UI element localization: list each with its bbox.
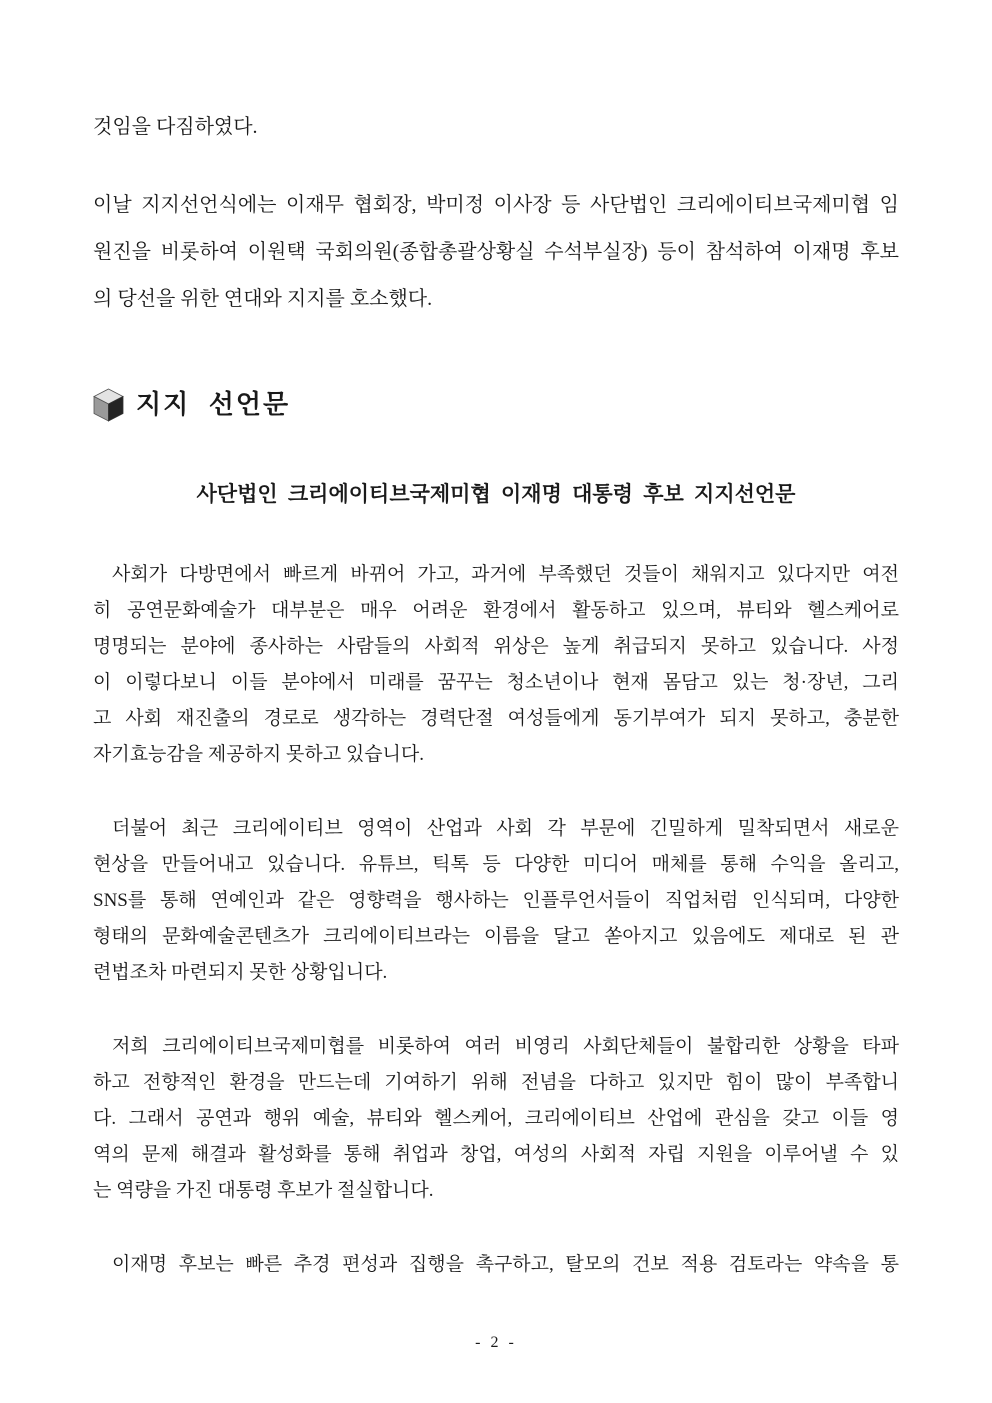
declaration-paragraph-4 — [93, 1247, 899, 1283]
text-line: 원진을 비롯하여 이원택 국회의원(종합총괄상황실 수석부실장) 등이 참석하여 이재명 후보 — [93, 241, 899, 263]
text-line: 고 사회 재진출의 경로로 생각하는 경력단절 여성들에게 동기부여가 되지 못하고, 충분한 — [93, 708, 899, 729]
declaration-paragraph-3 — [93, 1029, 899, 1209]
text-line: 련법조차 마련되지 못한 상황입니다. — [93, 962, 388, 983]
text-line: 하고 전향적인 환경을 만드는데 기여하기 위해 전념을 다하고 있지만 힘이 많이 부족합니 — [93, 1072, 899, 1093]
text-line: 이 이렇다보니 이들 분야에서 미래를 꿈꾸는 청소년이나 현재 몸담고 있는 청·장년, 그리 — [93, 672, 899, 693]
text-line: 저희 크리에이티브국제미협를 비롯하여 여러 비영리 사회단체들이 불합리한 상황을 타파 — [112, 1036, 899, 1057]
declaration-paragraph-2 — [93, 811, 899, 991]
text-line: 것임을 다짐하였다. — [93, 116, 258, 138]
text-line: 히 공연문화예술가 대부분은 매우 어려운 환경에서 활동하고 있으며, 뷰티와 헬스케어로 — [93, 600, 899, 621]
intro-paragraph-2 — [93, 182, 899, 323]
section-header — [93, 388, 899, 422]
text-line: 다. 그래서 공연과 행위 예술, 뷰티와 헬스케어, 크리에이티브 산업에 관심을 갖고 이들 영 — [93, 1108, 899, 1129]
cube-bullet-icon — [93, 388, 124, 422]
page-content — [93, 0, 899, 1283]
declaration-paragraph-1 — [93, 557, 899, 773]
text-line: 의 당선을 위한 연대와 지지를 호소했다. — [93, 288, 433, 310]
text-line: 현상을 만들어내고 있습니다. 유튜브, 틱톡 등 다양한 미디어 매체를 통해 수익을 올리고, — [93, 854, 899, 875]
text-line: 자기효능감을 제공하지 못하고 있습니다. — [93, 744, 425, 765]
text-line: 사회가 다방면에서 빠르게 바뀌어 가고, 과거에 부족했던 것들이 채워지고 있다지만 여전 — [112, 564, 899, 585]
text-line: 명명되는 분야에 종사하는 사람들의 사회적 위상은 높게 취급되지 못하고 있습니다. 사정 — [93, 636, 899, 657]
text-line: 더불어 최근 크리에이티브 영역이 산업과 사회 각 부문에 긴밀하게 밀착되면서 새로운 — [112, 818, 899, 839]
text-line: 이날 지지선언식에는 이재무 협회장, 박미정 이사장 등 사단법인 크리에이티브국제미협 임 — [93, 194, 899, 216]
text-line: 이재명 후보는 빠른 추경 편성과 집행을 촉구하고, 탈모의 건보 적용 검토라는 약속을 통 — [112, 1254, 899, 1275]
text-line: 형태의 문화예술콘텐츠가 크리에이티브라는 이름을 달고 쏟아지고 있음에도 제대로 된 관 — [93, 926, 899, 947]
text-line: 는 역량을 가진 대통령 후보가 절실합니다. — [93, 1180, 434, 1201]
text-line: 역의 문제 해결과 활성화를 통해 취업과 창업, 여성의 사회적 자립 지원을 이루어낼 수 있 — [93, 1144, 899, 1165]
declaration-title: 사단법인 크리에이티브국제미협 이재명 대통령 후보 지지선언문 — [196, 482, 796, 506]
intro-paragraph-1 — [93, 104, 899, 151]
text-line: SNS를 통해 연예인과 같은 영향력을 행사하는 인플루언서들이 직업처럼 인식되며, 다양한 — [93, 890, 899, 911]
page-number: - 2 - — [475, 1334, 517, 1351]
section-header-label: 지지 선언문 — [136, 390, 291, 419]
